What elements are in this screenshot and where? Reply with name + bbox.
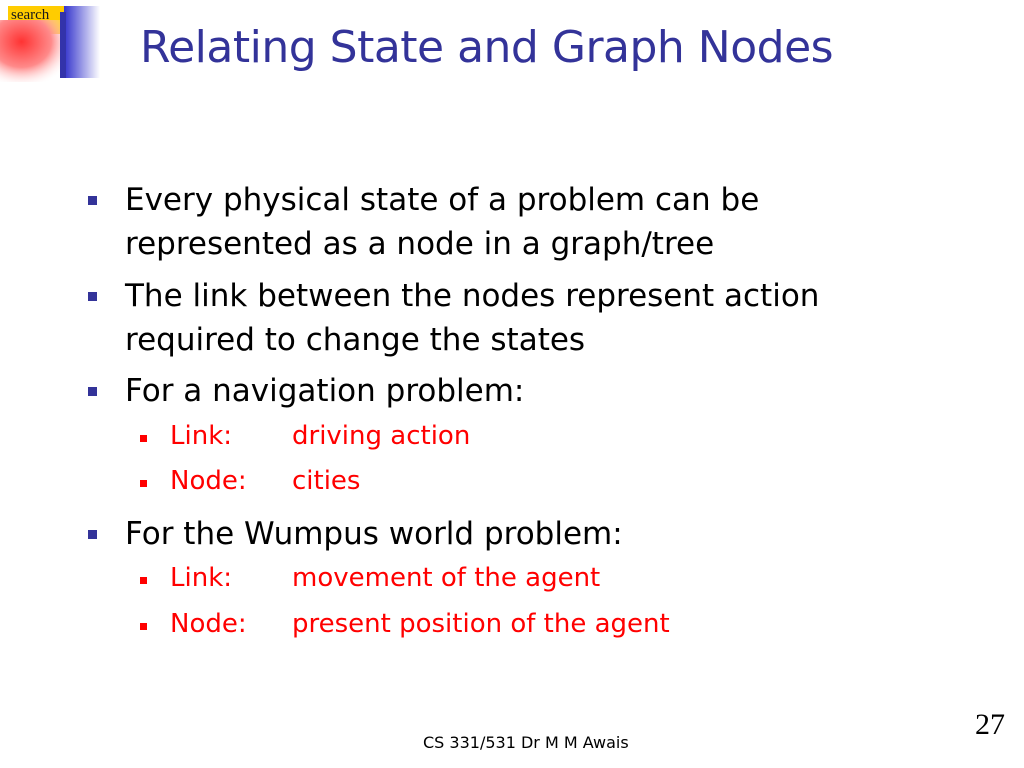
sub-bullet-key: Node:: [170, 609, 247, 639]
bullet-text: Every physical state of a problem can be represented as a node in a graph/tree: [125, 182, 760, 262]
sub-bullet-value: cities: [292, 466, 361, 496]
bullet-square-icon: [88, 196, 97, 205]
bullet-square-icon: [88, 530, 97, 539]
sub-bullet-value: driving action: [292, 421, 471, 451]
sub-bullet-value: present position of the agent: [292, 609, 670, 639]
bullet-text: The link between the nodes represent action required to change the states: [125, 278, 820, 358]
sub-bullet-key: Link:: [170, 421, 233, 451]
slide-title: Relating State and Graph Nodes: [140, 22, 834, 73]
sub-bullet-key: Link:: [170, 563, 233, 593]
slide-logo: [0, 0, 110, 82]
sub-bullet-key: Node:: [170, 466, 247, 496]
bullet-text: For the Wumpus world problem:: [125, 516, 623, 552]
sub-bullet-value: movement of the agent: [292, 563, 601, 593]
page-number: 27: [975, 708, 1005, 741]
slide-footer: CS 331/531 Dr M M Awais: [423, 733, 629, 752]
sub-bullet-square-icon: [140, 623, 147, 630]
sub-bullet-square-icon: [140, 480, 147, 487]
sub-bullet-square-icon: [140, 435, 147, 442]
sub-bullet-square-icon: [140, 577, 147, 584]
bullet-square-icon: [88, 292, 97, 301]
logo-label: search: [11, 7, 50, 23]
bullet-square-icon: [88, 387, 97, 396]
bullet-text: For a navigation problem:: [125, 373, 525, 409]
